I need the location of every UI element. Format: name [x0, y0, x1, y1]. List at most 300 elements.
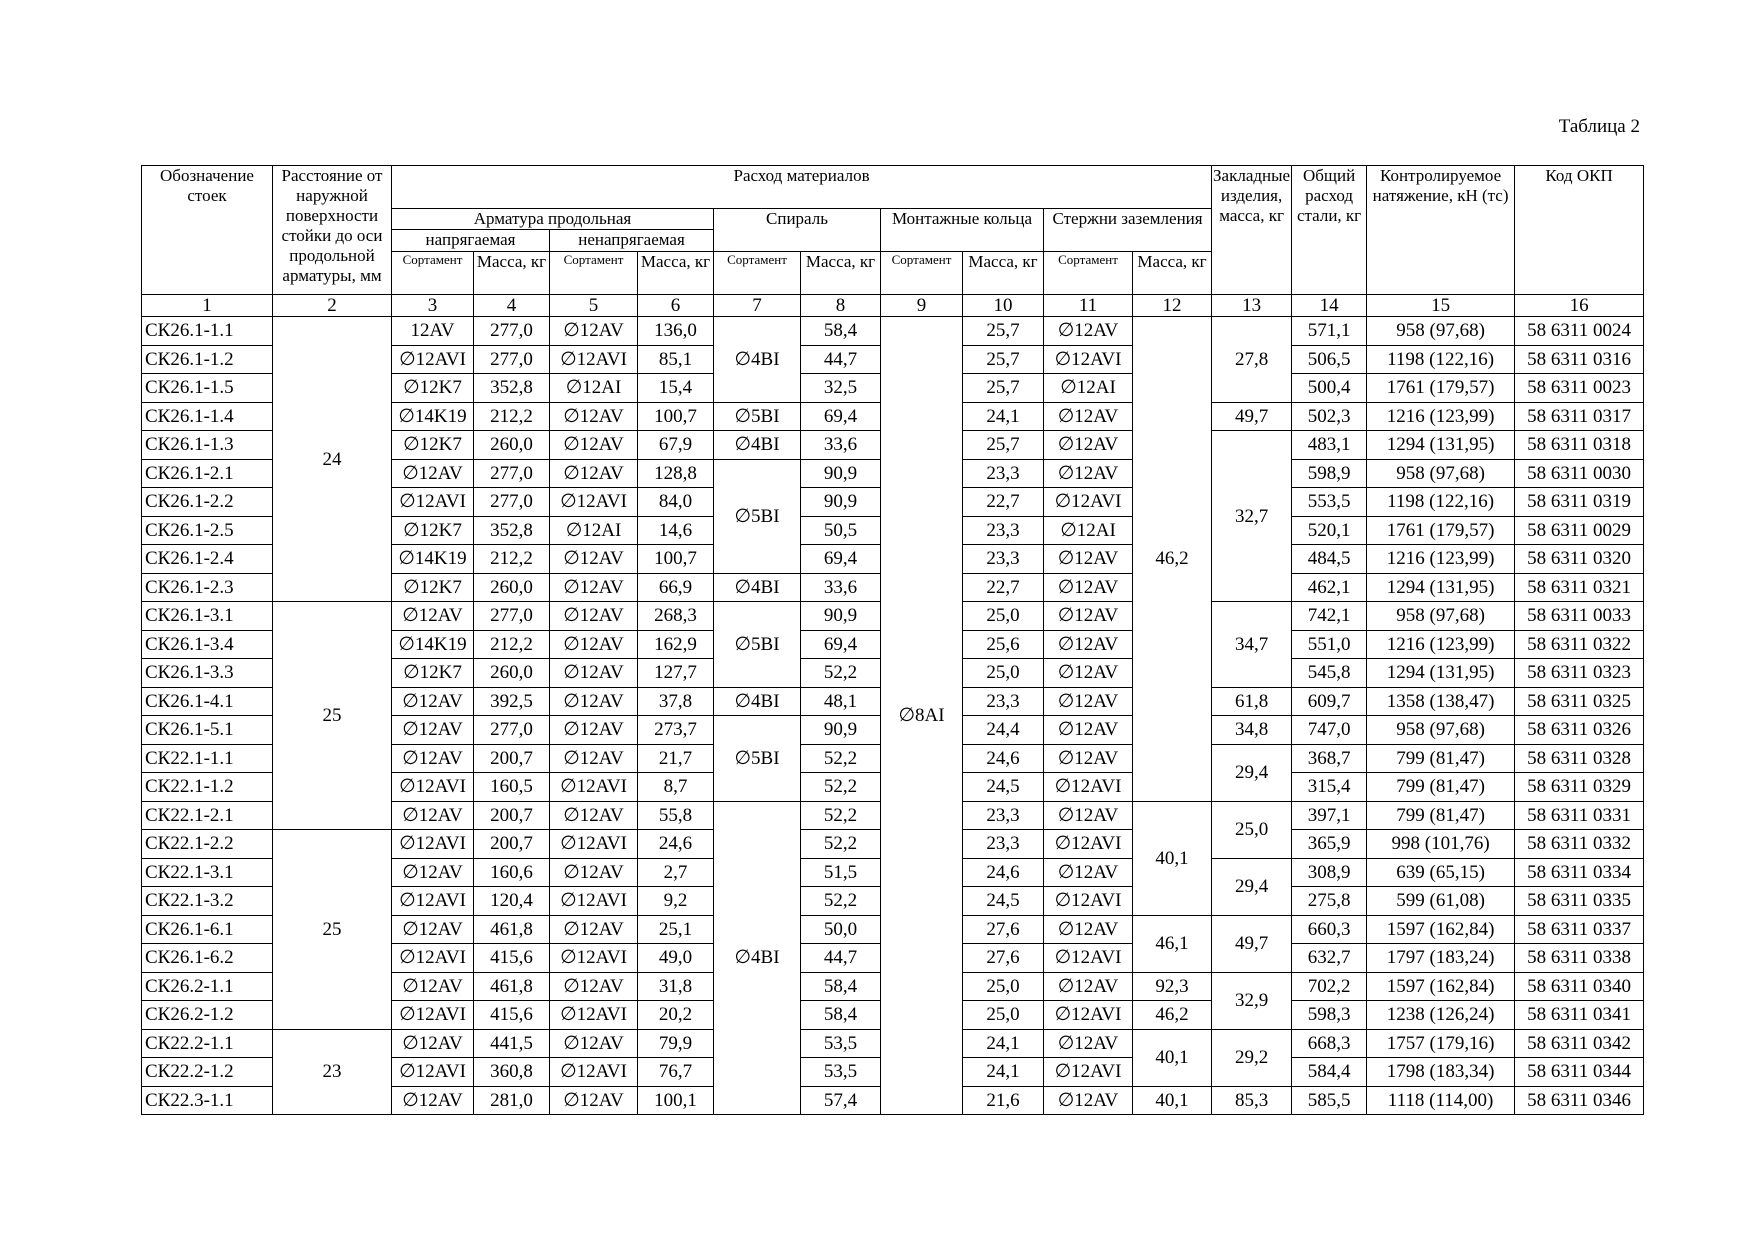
tensioned-assortment-cell: ∅12AVI — [392, 830, 474, 859]
total-steel-cell: 545,8 — [1292, 659, 1367, 688]
okp-code-cell: 58 6311 0338 — [1515, 944, 1644, 973]
ring-mass-cell: 24,1 — [963, 1029, 1044, 1058]
header-mass: Масса, кг — [801, 252, 881, 295]
distance-cell: 24 — [273, 317, 392, 602]
non-tensioned-assortment-cell: ∅12AV — [550, 716, 638, 745]
okp-code-cell: 58 6311 0332 — [1515, 830, 1644, 859]
designation-cell: СК26.1-1.3 — [142, 431, 273, 460]
non-tensioned-assortment-cell: ∅12AV — [550, 972, 638, 1001]
rod-assortment-cell: ∅12AI — [1044, 516, 1133, 545]
tensioned-mass-cell: 360,8 — [474, 1058, 550, 1087]
non-tensioned-assortment-cell: ∅12AVI — [550, 830, 638, 859]
embedded-mass-cell: 25,0 — [1212, 801, 1292, 858]
designation-cell: СК26.2-1.2 — [142, 1001, 273, 1030]
non-tensioned-mass-cell: 100,1 — [638, 1086, 714, 1115]
column-number: 2 — [273, 295, 392, 317]
non-tensioned-mass-cell: 76,7 — [638, 1058, 714, 1087]
ring-mass-cell: 24,6 — [963, 744, 1044, 773]
header-spiral: Спираль — [714, 209, 881, 252]
okp-code-cell: 58 6311 0328 — [1515, 744, 1644, 773]
header-embedded-parts: Закладные изделия, масса, кг — [1212, 166, 1292, 295]
tensioned-assortment-cell: ∅12K7 — [392, 516, 474, 545]
ring-mass-cell: 23,3 — [963, 830, 1044, 859]
header-total-steel: Общий расход стали, кг — [1292, 166, 1367, 295]
designation-cell: СК22.1-1.1 — [142, 744, 273, 773]
column-number: 6 — [638, 295, 714, 317]
total-steel-cell: 668,3 — [1292, 1029, 1367, 1058]
tensioned-mass-cell: 277,0 — [474, 317, 550, 346]
ring-mass-cell: 23,3 — [963, 687, 1044, 716]
tensioned-assortment-cell: ∅12AV — [392, 858, 474, 887]
non-tensioned-assortment-cell: ∅12AVI — [550, 773, 638, 802]
non-tensioned-assortment-cell: ∅12AV — [550, 545, 638, 574]
total-steel-cell: 702,2 — [1292, 972, 1367, 1001]
ring-assortment-cell: ∅8AI — [881, 317, 963, 1115]
tensioned-mass-cell: 160,6 — [474, 858, 550, 887]
header-grounding-rods: Стержни заземления — [1044, 209, 1212, 252]
rod-mass-cell: 46,2 — [1133, 1001, 1212, 1030]
spiral-mass-cell: 52,2 — [801, 801, 881, 830]
spiral-mass-cell: 52,2 — [801, 744, 881, 773]
total-steel-cell: 462,1 — [1292, 573, 1367, 602]
tensioned-assortment-cell: ∅14K19 — [392, 402, 474, 431]
rod-assortment-cell: ∅12AV — [1044, 402, 1133, 431]
designation-cell: СК26.1-3.4 — [142, 630, 273, 659]
total-steel-cell: 500,4 — [1292, 374, 1367, 403]
tensioned-assortment-cell: ∅14K19 — [392, 630, 474, 659]
spiral-mass-cell: 52,2 — [801, 773, 881, 802]
okp-code-cell: 58 6311 0334 — [1515, 858, 1644, 887]
designation-cell: СК22.2-1.2 — [142, 1058, 273, 1087]
okp-code-cell: 58 6311 0344 — [1515, 1058, 1644, 1087]
designation-cell: СК22.1-2.1 — [142, 801, 273, 830]
total-steel-cell: 483,1 — [1292, 431, 1367, 460]
header-designation: Обозначение стоек — [142, 166, 273, 295]
tensioned-assortment-cell: 12AV — [392, 317, 474, 346]
non-tensioned-mass-cell: 100,7 — [638, 545, 714, 574]
total-steel-cell: 660,3 — [1292, 915, 1367, 944]
tensioned-mass-cell: 120,4 — [474, 887, 550, 916]
designation-cell: СК26.1-2.1 — [142, 459, 273, 488]
designation-cell: СК26.2-1.1 — [142, 972, 273, 1001]
spiral-assortment-cell: ∅5BI — [714, 602, 801, 688]
ring-mass-cell: 27,6 — [963, 944, 1044, 973]
spiral-mass-cell: 53,5 — [801, 1058, 881, 1087]
total-steel-cell: 742,1 — [1292, 602, 1367, 631]
tensioned-assortment-cell: ∅12K7 — [392, 573, 474, 602]
designation-cell: СК22.3-1.1 — [142, 1086, 273, 1115]
tensioned-assortment-cell: ∅12AVI — [392, 887, 474, 916]
non-tensioned-mass-cell: 49,0 — [638, 944, 714, 973]
rod-assortment-cell: ∅12AVI — [1044, 944, 1133, 973]
okp-code-cell: 58 6311 0024 — [1515, 317, 1644, 346]
non-tensioned-mass-cell: 14,6 — [638, 516, 714, 545]
column-number: 7 — [714, 295, 801, 317]
tensioned-mass-cell: 277,0 — [474, 345, 550, 374]
spiral-assortment-cell: ∅4BI — [714, 801, 801, 1115]
rod-mass-cell: 92,3 — [1133, 972, 1212, 1001]
non-tensioned-assortment-cell: ∅12AV — [550, 801, 638, 830]
embedded-mass-cell: 34,8 — [1212, 716, 1292, 745]
tensioned-assortment-cell: ∅12AV — [392, 801, 474, 830]
column-number: 10 — [963, 295, 1044, 317]
designation-cell: СК26.1-1.4 — [142, 402, 273, 431]
non-tensioned-assortment-cell: ∅12AV — [550, 402, 638, 431]
tension-cell: 799 (81,47) — [1367, 744, 1515, 773]
total-steel-cell: 584,4 — [1292, 1058, 1367, 1087]
tension-cell: 958 (97,68) — [1367, 602, 1515, 631]
total-steel-cell: 747,0 — [1292, 716, 1367, 745]
non-tensioned-mass-cell: 84,0 — [638, 488, 714, 517]
designation-cell: СК22.1-3.1 — [142, 858, 273, 887]
spiral-mass-cell: 52,2 — [801, 887, 881, 916]
column-number: 12 — [1133, 295, 1212, 317]
tension-cell: 958 (97,68) — [1367, 716, 1515, 745]
tension-cell: 1798 (183,34) — [1367, 1058, 1515, 1087]
tensioned-assortment-cell: ∅12AV — [392, 1029, 474, 1058]
header-okp-code: Код ОКП — [1515, 166, 1644, 295]
spiral-mass-cell: 58,4 — [801, 317, 881, 346]
okp-code-cell: 58 6311 0346 — [1515, 1086, 1644, 1115]
tension-cell: 799 (81,47) — [1367, 773, 1515, 802]
okp-code-cell: 58 6311 0030 — [1515, 459, 1644, 488]
tensioned-mass-cell: 260,0 — [474, 573, 550, 602]
non-tensioned-mass-cell: 21,7 — [638, 744, 714, 773]
column-number: 16 — [1515, 295, 1644, 317]
ring-mass-cell: 24,1 — [963, 402, 1044, 431]
header-mounting-rings: Монтажные кольца — [881, 209, 1044, 252]
spiral-mass-cell: 58,4 — [801, 972, 881, 1001]
tension-cell: 1216 (123,99) — [1367, 545, 1515, 574]
spiral-assortment-cell: ∅4BI — [714, 573, 801, 602]
designation-cell: СК26.1-2.2 — [142, 488, 273, 517]
non-tensioned-assortment-cell: ∅12AVI — [550, 944, 638, 973]
header-longitudinal-rebar: Арматура продольная — [392, 209, 714, 230]
total-steel-cell: 502,3 — [1292, 402, 1367, 431]
header-assortment: Сортамент — [1044, 252, 1133, 295]
okp-code-cell: 58 6311 0342 — [1515, 1029, 1644, 1058]
non-tensioned-mass-cell: 79,9 — [638, 1029, 714, 1058]
tensioned-mass-cell: 352,8 — [474, 374, 550, 403]
non-tensioned-assortment-cell: ∅12AV — [550, 1086, 638, 1115]
column-number: 3 — [392, 295, 474, 317]
okp-code-cell: 58 6311 0326 — [1515, 716, 1644, 745]
tensioned-mass-cell: 461,8 — [474, 915, 550, 944]
rod-assortment-cell: ∅12AVI — [1044, 1058, 1133, 1087]
non-tensioned-mass-cell: 20,2 — [638, 1001, 714, 1030]
rod-assortment-cell: ∅12AVI — [1044, 773, 1133, 802]
header-material-consumption: Расход материалов — [392, 166, 1212, 209]
column-number: 4 — [474, 295, 550, 317]
non-tensioned-mass-cell: 2,7 — [638, 858, 714, 887]
total-steel-cell: 365,9 — [1292, 830, 1367, 859]
okp-code-cell: 58 6311 0335 — [1515, 887, 1644, 916]
designation-cell: СК26.1-6.2 — [142, 944, 273, 973]
tension-cell: 1198 (122,16) — [1367, 488, 1515, 517]
header-mass: Масса, кг — [1133, 252, 1212, 295]
rod-assortment-cell: ∅12AV — [1044, 431, 1133, 460]
spiral-mass-cell: 90,9 — [801, 716, 881, 745]
header-assortment: Сортамент — [714, 252, 801, 295]
tensioned-mass-cell: 200,7 — [474, 830, 550, 859]
okp-code-cell: 58 6311 0029 — [1515, 516, 1644, 545]
spiral-mass-cell: 69,4 — [801, 402, 881, 431]
designation-cell: СК22.1-1.2 — [142, 773, 273, 802]
spiral-mass-cell: 58,4 — [801, 1001, 881, 1030]
total-steel-cell: 308,9 — [1292, 858, 1367, 887]
tension-cell: 1238 (126,24) — [1367, 1001, 1515, 1030]
rod-assortment-cell: ∅12AV — [1044, 716, 1133, 745]
non-tensioned-assortment-cell: ∅12AV — [550, 431, 638, 460]
column-number: 11 — [1044, 295, 1133, 317]
header-mass: Масса, кг — [474, 252, 550, 295]
designation-cell: СК26.1-2.4 — [142, 545, 273, 574]
rod-assortment-cell: ∅12AV — [1044, 602, 1133, 631]
designation-cell: СК26.1-1.1 — [142, 317, 273, 346]
non-tensioned-mass-cell: 67,9 — [638, 431, 714, 460]
okp-code-cell: 58 6311 0322 — [1515, 630, 1644, 659]
total-steel-cell: 598,3 — [1292, 1001, 1367, 1030]
embedded-mass-cell: 61,8 — [1212, 687, 1292, 716]
header-controlled-tension: Контролируемое натяжение, кН (тс) — [1367, 166, 1515, 295]
table-body — [142, 317, 1644, 1115]
spiral-assortment-cell: ∅4BI — [714, 431, 801, 460]
rod-assortment-cell: ∅12AV — [1044, 801, 1133, 830]
okp-code-cell: 58 6311 0325 — [1515, 687, 1644, 716]
column-number: 13 — [1212, 295, 1292, 317]
tensioned-mass-cell: 415,6 — [474, 944, 550, 973]
ring-mass-cell: 23,3 — [963, 459, 1044, 488]
tensioned-assortment-cell: ∅12AVI — [392, 944, 474, 973]
spiral-mass-cell: 90,9 — [801, 459, 881, 488]
header-assortment: Сортамент — [881, 252, 963, 295]
spiral-mass-cell: 44,7 — [801, 345, 881, 374]
rod-mass-cell: 40,1 — [1133, 1086, 1212, 1115]
non-tensioned-mass-cell: 37,8 — [638, 687, 714, 716]
tensioned-mass-cell: 212,2 — [474, 402, 550, 431]
rod-mass-cell: 40,1 — [1133, 1029, 1212, 1086]
non-tensioned-assortment-cell: ∅12AV — [550, 602, 638, 631]
ring-mass-cell: 25,0 — [963, 659, 1044, 688]
non-tensioned-mass-cell: 55,8 — [638, 801, 714, 830]
non-tensioned-assortment-cell: ∅12AVI — [550, 1001, 638, 1030]
okp-code-cell: 58 6311 0319 — [1515, 488, 1644, 517]
tensioned-assortment-cell: ∅12AV — [392, 459, 474, 488]
rod-assortment-cell: ∅12AV — [1044, 459, 1133, 488]
rod-assortment-cell: ∅12AV — [1044, 972, 1133, 1001]
tension-cell: 1597 (162,84) — [1367, 915, 1515, 944]
spiral-mass-cell: 33,6 — [801, 431, 881, 460]
spiral-mass-cell: 52,2 — [801, 830, 881, 859]
non-tensioned-assortment-cell: ∅12AV — [550, 687, 638, 716]
tensioned-assortment-cell: ∅12AVI — [392, 488, 474, 517]
total-steel-cell: 315,4 — [1292, 773, 1367, 802]
spiral-assortment-cell: ∅4BI — [714, 687, 801, 716]
rod-assortment-cell: ∅12AVI — [1044, 887, 1133, 916]
non-tensioned-mass-cell: 128,8 — [638, 459, 714, 488]
designation-cell: СК26.1-1.5 — [142, 374, 273, 403]
designation-cell: СК26.1-3.3 — [142, 659, 273, 688]
tension-cell: 1757 (179,16) — [1367, 1029, 1515, 1058]
non-tensioned-mass-cell: 31,8 — [638, 972, 714, 1001]
total-steel-cell: 520,1 — [1292, 516, 1367, 545]
rod-mass-cell: 46,1 — [1133, 915, 1212, 972]
designation-cell: СК26.1-3.1 — [142, 602, 273, 631]
spiral-mass-cell: 90,9 — [801, 488, 881, 517]
rod-assortment-cell: ∅12AI — [1044, 374, 1133, 403]
spiral-mass-cell: 48,1 — [801, 687, 881, 716]
tensioned-assortment-cell: ∅12AVI — [392, 1001, 474, 1030]
tensioned-mass-cell: 260,0 — [474, 431, 550, 460]
designation-cell: СК26.1-1.2 — [142, 345, 273, 374]
tensioned-mass-cell: 277,0 — [474, 459, 550, 488]
non-tensioned-mass-cell: 9,2 — [638, 887, 714, 916]
total-steel-cell: 609,7 — [1292, 687, 1367, 716]
designation-cell: СК26.1-2.5 — [142, 516, 273, 545]
non-tensioned-assortment-cell: ∅12AI — [550, 374, 638, 403]
tensioned-assortment-cell: ∅12K7 — [392, 431, 474, 460]
total-steel-cell: 275,8 — [1292, 887, 1367, 916]
embedded-mass-cell: 32,9 — [1212, 972, 1292, 1029]
tension-cell: 1597 (162,84) — [1367, 972, 1515, 1001]
column-number: 9 — [881, 295, 963, 317]
tension-cell: 958 (97,68) — [1367, 317, 1515, 346]
non-tensioned-assortment-cell: ∅12AV — [550, 459, 638, 488]
embedded-mass-cell: 34,7 — [1212, 602, 1292, 688]
rod-assortment-cell: ∅12AV — [1044, 573, 1133, 602]
okp-code-cell: 58 6311 0320 — [1515, 545, 1644, 574]
total-steel-cell: 506,5 — [1292, 345, 1367, 374]
okp-code-cell: 58 6311 0316 — [1515, 345, 1644, 374]
rod-assortment-cell: ∅12AV — [1044, 317, 1133, 346]
rod-assortment-cell: ∅12AVI — [1044, 830, 1133, 859]
column-number: 8 — [801, 295, 881, 317]
tensioned-mass-cell: 441,5 — [474, 1029, 550, 1058]
total-steel-cell: 484,5 — [1292, 545, 1367, 574]
spiral-mass-cell: 53,5 — [801, 1029, 881, 1058]
total-steel-cell: 632,7 — [1292, 944, 1367, 973]
tensioned-mass-cell: 212,2 — [474, 630, 550, 659]
designation-cell: СК22.1-3.2 — [142, 887, 273, 916]
tensioned-assortment-cell: ∅12AVI — [392, 1058, 474, 1087]
ring-mass-cell: 24,1 — [963, 1058, 1044, 1087]
embedded-mass-cell: 49,7 — [1212, 402, 1292, 431]
tensioned-mass-cell: 200,7 — [474, 744, 550, 773]
spiral-mass-cell: 33,6 — [801, 573, 881, 602]
ring-mass-cell: 23,3 — [963, 516, 1044, 545]
distance-cell: 25 — [273, 602, 392, 830]
spiral-mass-cell: 32,5 — [801, 374, 881, 403]
non-tensioned-assortment-cell: ∅12AV — [550, 659, 638, 688]
non-tensioned-mass-cell: 25,1 — [638, 915, 714, 944]
tension-cell: 1294 (131,95) — [1367, 573, 1515, 602]
embedded-mass-cell: 49,7 — [1212, 915, 1292, 972]
tension-cell: 1198 (122,16) — [1367, 345, 1515, 374]
embedded-mass-cell: 85,3 — [1212, 1086, 1292, 1115]
total-steel-cell: 397,1 — [1292, 801, 1367, 830]
ring-mass-cell: 25,0 — [963, 1001, 1044, 1030]
spiral-mass-cell: 69,4 — [801, 630, 881, 659]
designation-cell: СК26.1-2.3 — [142, 573, 273, 602]
total-steel-cell: 368,7 — [1292, 744, 1367, 773]
embedded-mass-cell: 32,7 — [1212, 431, 1292, 602]
rod-assortment-cell: ∅12AV — [1044, 687, 1133, 716]
rod-assortment-cell: ∅12AV — [1044, 915, 1133, 944]
ring-mass-cell: 23,3 — [963, 545, 1044, 574]
header-assortment: Сортамент — [550, 252, 638, 295]
rod-assortment-cell: ∅12AV — [1044, 1086, 1133, 1115]
rod-assortment-cell: ∅12AVI — [1044, 345, 1133, 374]
tension-cell: 799 (81,47) — [1367, 801, 1515, 830]
tensioned-assortment-cell: ∅12AV — [392, 915, 474, 944]
tension-cell: 1761 (179,57) — [1367, 516, 1515, 545]
non-tensioned-mass-cell: 85,1 — [638, 345, 714, 374]
tension-cell: 958 (97,68) — [1367, 459, 1515, 488]
rod-assortment-cell: ∅12AV — [1044, 545, 1133, 574]
non-tensioned-mass-cell: 15,4 — [638, 374, 714, 403]
okp-code-cell: 58 6311 0321 — [1515, 573, 1644, 602]
spiral-assortment-cell: ∅5BI — [714, 459, 801, 573]
okp-code-cell: 58 6311 0331 — [1515, 801, 1644, 830]
non-tensioned-mass-cell: 136,0 — [638, 317, 714, 346]
ring-mass-cell: 25,7 — [963, 317, 1044, 346]
spiral-mass-cell: 90,9 — [801, 602, 881, 631]
rod-assortment-cell: ∅12AV — [1044, 858, 1133, 887]
tensioned-assortment-cell: ∅12AVI — [392, 773, 474, 802]
tensioned-mass-cell: 160,5 — [474, 773, 550, 802]
okp-code-cell: 58 6311 0317 — [1515, 402, 1644, 431]
non-tensioned-assortment-cell: ∅12AI — [550, 516, 638, 545]
designation-cell: СК26.1-5.1 — [142, 716, 273, 745]
column-number: 1 — [142, 295, 273, 317]
total-steel-cell: 551,0 — [1292, 630, 1367, 659]
spiral-assortment-cell: ∅4BI — [714, 317, 801, 403]
non-tensioned-assortment-cell: ∅12AV — [550, 744, 638, 773]
ring-mass-cell: 27,6 — [963, 915, 1044, 944]
header-assortment: Сортамент — [392, 252, 474, 295]
okp-code-cell: 58 6311 0318 — [1515, 431, 1644, 460]
tension-cell: 1797 (183,24) — [1367, 944, 1515, 973]
tensioned-assortment-cell: ∅12K7 — [392, 374, 474, 403]
tensioned-mass-cell: 212,2 — [474, 545, 550, 574]
spiral-mass-cell: 44,7 — [801, 944, 881, 973]
column-number: 14 — [1292, 295, 1367, 317]
tension-cell: 599 (61,08) — [1367, 887, 1515, 916]
tensioned-mass-cell: 281,0 — [474, 1086, 550, 1115]
tensioned-mass-cell: 277,0 — [474, 716, 550, 745]
non-tensioned-assortment-cell: ∅12AV — [550, 858, 638, 887]
tensioned-mass-cell: 277,0 — [474, 602, 550, 631]
tensioned-assortment-cell: ∅12AV — [392, 744, 474, 773]
ring-mass-cell: 24,5 — [963, 887, 1044, 916]
rod-mass-cell: 46,2 — [1133, 317, 1212, 802]
tensioned-assortment-cell: ∅14K19 — [392, 545, 474, 574]
non-tensioned-assortment-cell: ∅12AV — [550, 1029, 638, 1058]
total-steel-cell: 553,5 — [1292, 488, 1367, 517]
spiral-mass-cell: 69,4 — [801, 545, 881, 574]
tension-cell: 1761 (179,57) — [1367, 374, 1515, 403]
tensioned-mass-cell: 392,5 — [474, 687, 550, 716]
rod-assortment-cell: ∅12AVI — [1044, 488, 1133, 517]
table-caption: Таблица 2 — [1558, 116, 1640, 137]
table-row — [142, 317, 1644, 346]
embedded-mass-cell: 29,4 — [1212, 744, 1292, 801]
non-tensioned-assortment-cell: ∅12AVI — [550, 345, 638, 374]
ring-mass-cell: 25,7 — [963, 345, 1044, 374]
rod-assortment-cell: ∅12AV — [1044, 630, 1133, 659]
header-mass: Масса, кг — [963, 252, 1044, 295]
ring-mass-cell: 23,3 — [963, 801, 1044, 830]
